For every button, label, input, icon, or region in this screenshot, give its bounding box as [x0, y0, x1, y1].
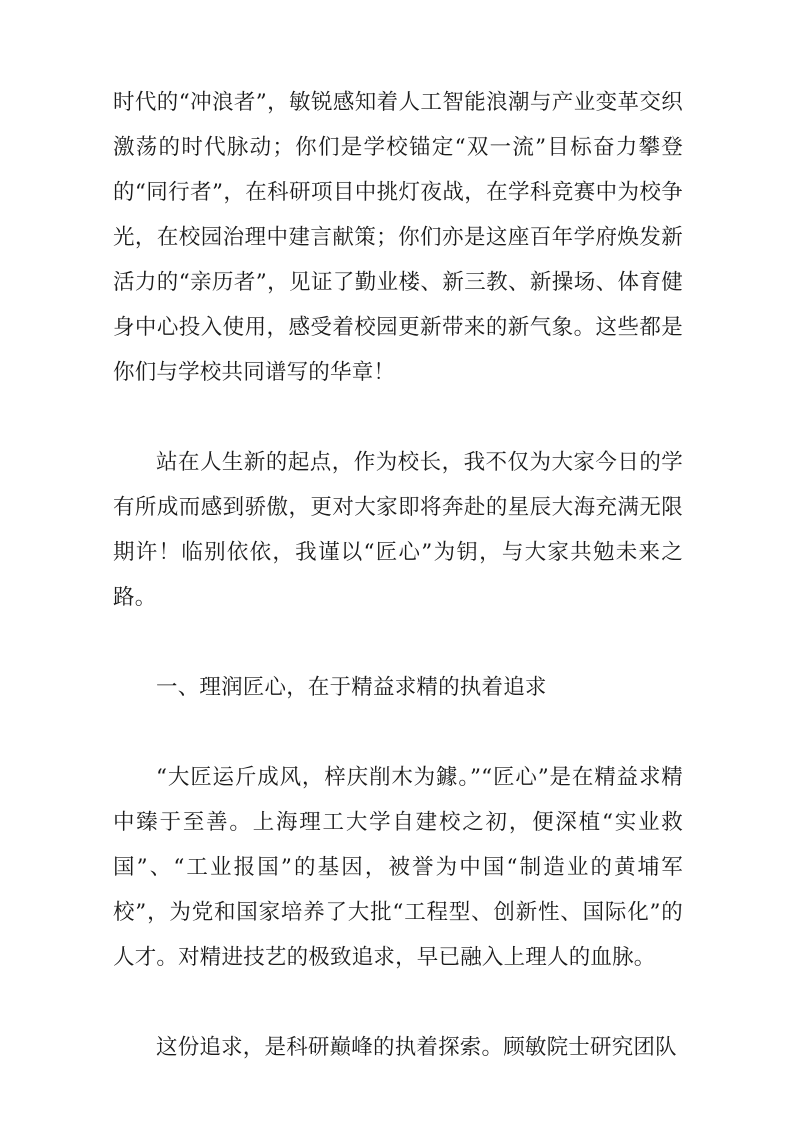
paragraph: 这份追求，是科研巅峰的执着探索。顾敏院士研究团队: [156, 1035, 677, 1060]
paragraph-spacer: [113, 620, 683, 665]
paragraph: 时代的“冲浪者”，敏锐感知着人工智能浪潮与产业变革交织激荡的时代脉动；你们是学校锚定“双一流”目标奋力攀登的“同行者”，在科研项目中挑灯夜战，在学科竞赛中为校争光，在校园治理中建言献策；你们亦是这座百年学府焕发新活力的“亲历者”，见证了勤业楼、新三教、新操场、体育健身中心投入使用，感受着校园更新带来的新气象。这些都是你们与学校共同谱写的华章！: [113, 90, 683, 385]
paragraph-spacer: [113, 980, 683, 1025]
document-body: [113, 80, 683, 1070]
paragraph: 站在人生新的起点，作为校长，我不仅为大家今日的学有所成而感到骄傲，更对大家即将奔赴的星辰大海充满无限期许！临别依依，我谨以“匠心”为钥，与大家共勉未来之路。: [113, 450, 683, 610]
paragraph-spacer: [113, 395, 683, 440]
section-heading: 一、理润匠心，在于精益求精的执着追求: [156, 675, 547, 700]
paragraph-spacer: [113, 710, 683, 755]
paragraph: “大匠运斤成风，梓庆削木为鐻。”“匠心”是在精益求精中臻于至善。上海理工大学自建校之初，便深植“实业救国”、“工业报国”的基因，被誉为中国“制造业的黄埔军校”，为党和国家培养了大批“工程型、创新性、国际化”的人才。对精进技艺的极致追求，早已融入上理人的血脉。: [113, 765, 683, 970]
